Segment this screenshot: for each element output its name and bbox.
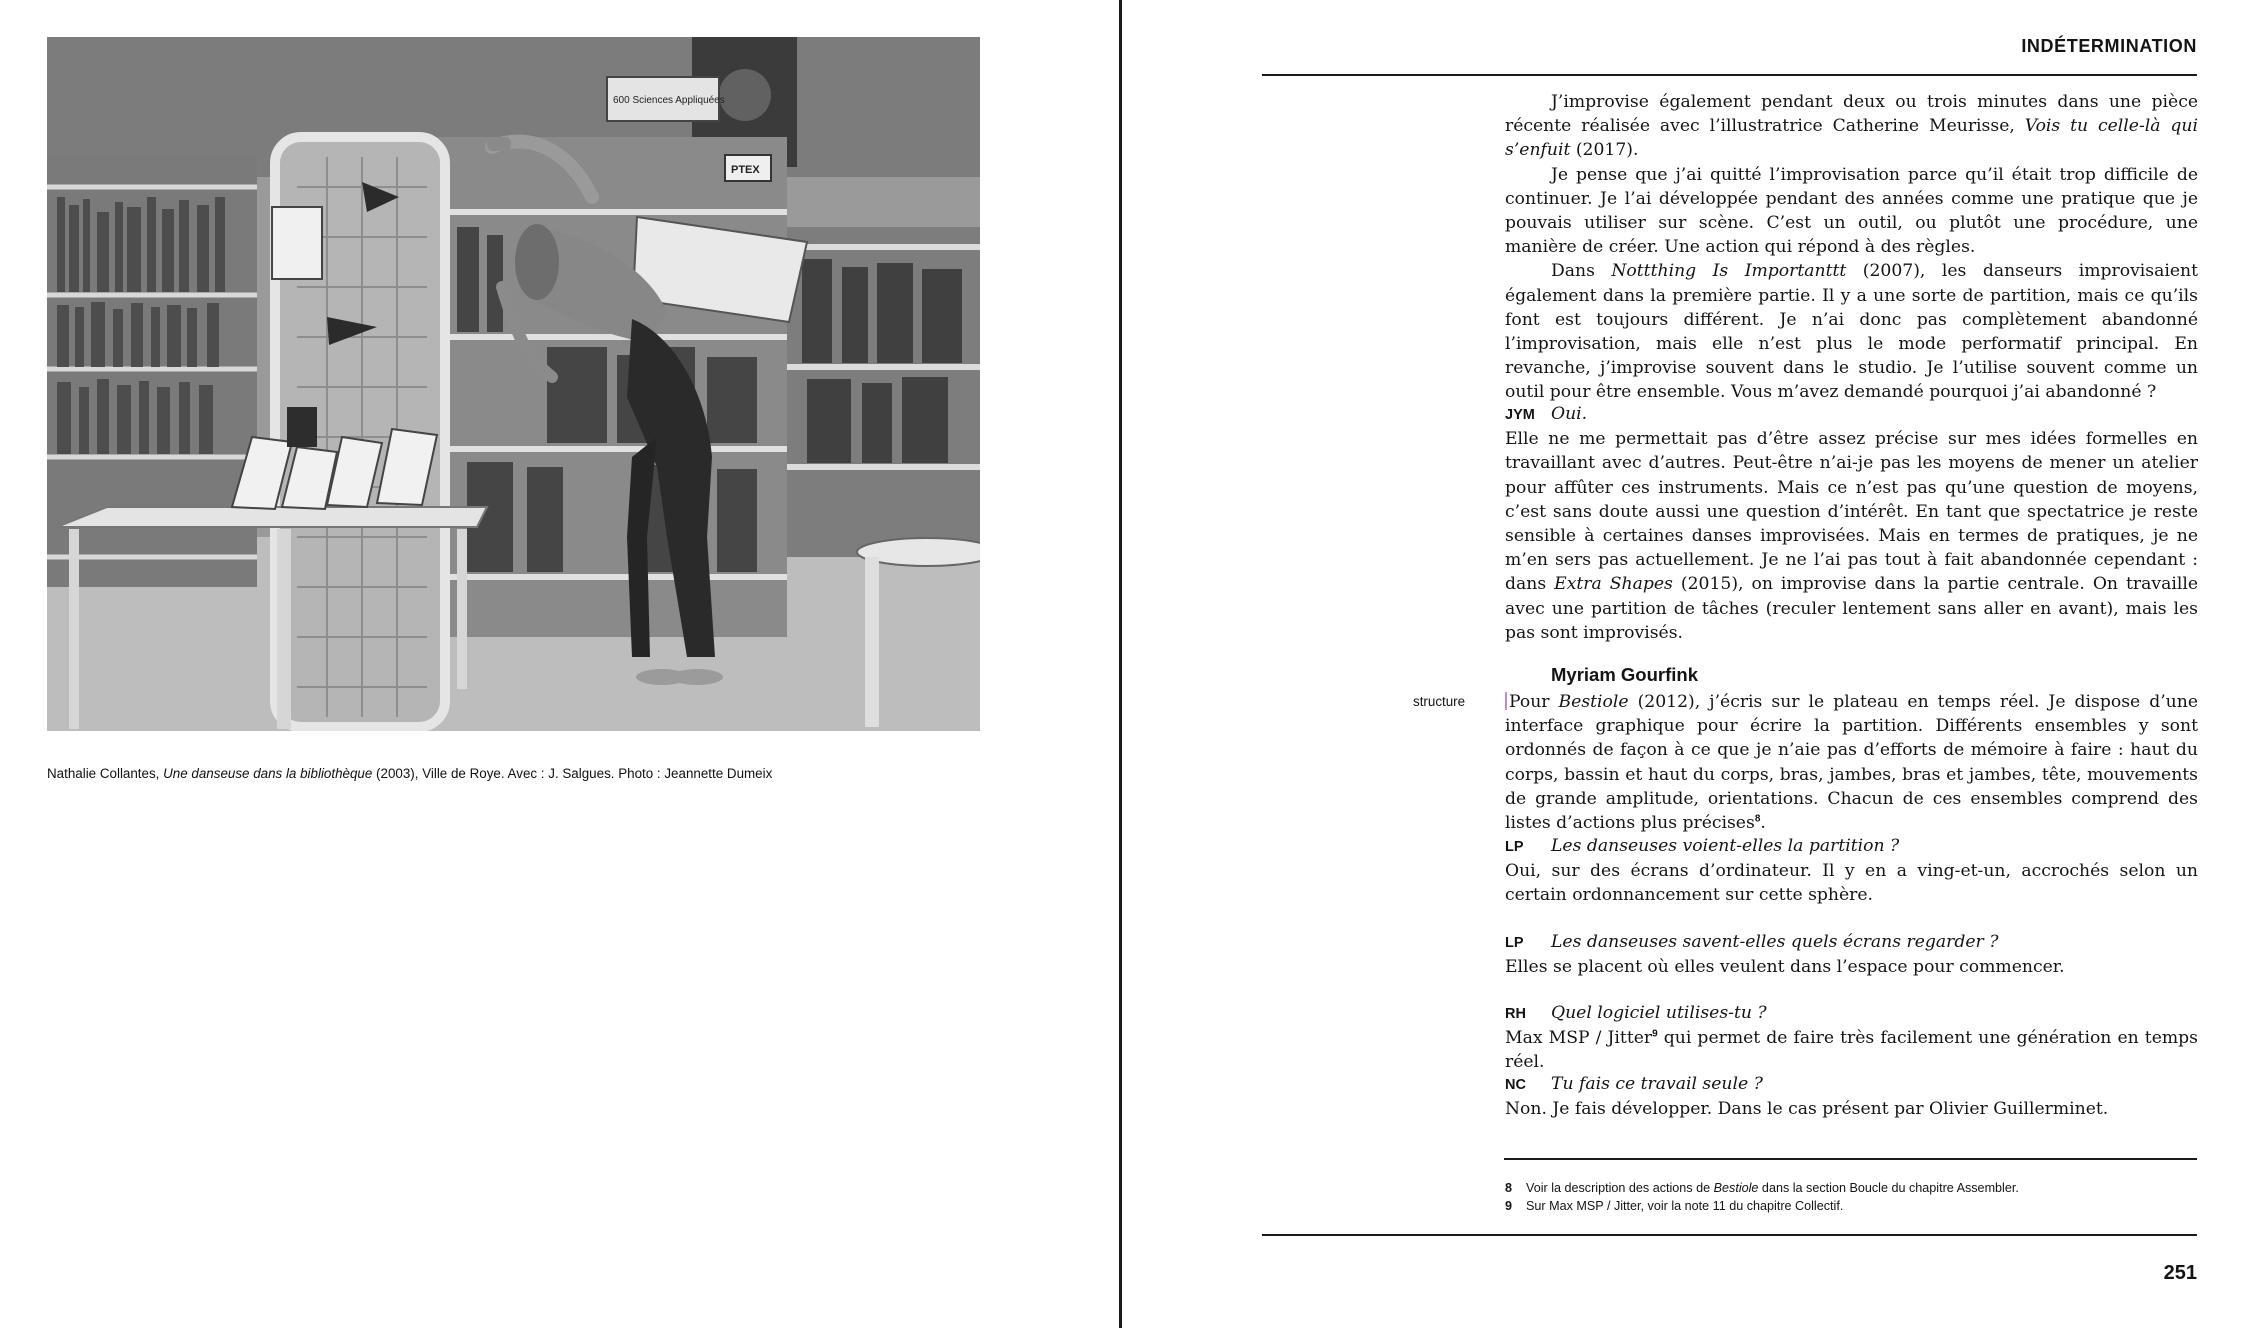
page-number: 251 bbox=[2163, 1262, 2197, 1284]
structure-paragraph: Pour Bestiole (2012), j’écris sur le plateau en temps réel. Je dispose d’une interface graphique pour écrire la partition. Différents ensembles y sont ordonnés de façon à ce que je n’aie pas d’efforts de mémoire à faire : haut du corps, bassin et haut du corps, bras, jambes, bras et jambes, tête, mouvements de grande amplitude, orientations. Chacun de ces ensembles comprend des listes d’actions plus précises$^8$. bbox=[1505, 692, 2198, 834]
note-ref-8: 8 bbox=[1754, 813, 1761, 825]
caption-credit-prefix: Nathalie Collantes, bbox=[47, 766, 164, 781]
qa-answer: Oui, sur des écrans d’ordinateur. Il y en a ving-et-un, accrochés selon un certain ordonnancement sur cette sphère. bbox=[1505, 861, 2198, 906]
library-dancer-photo bbox=[47, 37, 980, 731]
caption-work-title: Une danseuse dans la bibliothèque bbox=[163, 766, 373, 781]
note-ref-9: 9 bbox=[1652, 1028, 1658, 1040]
intro-paragraphs bbox=[1505, 90, 2198, 405]
paragraph-1: J’improvise également pendant deux ou trois minutes dans une pièce récente réalisée avec l’illustratrice Catherine Meurisse, Vois tu celle-là qui s’enfuit (2017). bbox=[1505, 92, 2198, 161]
speaker-label: LP bbox=[1505, 839, 1524, 855]
qa-item bbox=[1505, 834, 2198, 908]
qa-question: RH Quel logiciel utilises-tu ? bbox=[1505, 1001, 2198, 1026]
qa-answer: Non. Je fais développer. Dans le cas présent par Olivier Guillerminet. bbox=[1505, 1099, 2109, 1120]
sign-sciences: 600 Sciences Appliquées bbox=[613, 95, 725, 106]
speaker-label: LP bbox=[1505, 935, 1524, 951]
speaker-label: RH bbox=[1505, 1006, 1526, 1022]
running-head: INDÉTERMINATION bbox=[2021, 36, 2197, 56]
speaker-label-jym: JYM bbox=[1505, 407, 1535, 423]
margin-note: structure bbox=[1413, 694, 1466, 709]
speaker-heading: Myriam Gourfink bbox=[1551, 664, 1698, 685]
qa-item bbox=[1505, 1072, 2198, 1121]
paragraph-2: Je pense que j’ai quitté l’improvisation parce qu’il était trop difficile de continuer. Je l’ai développée pendant des années comme une pratique que je pouvais utiliser sur scène. C’est un outil, ou plutôt une procédure, une manière de créer. Une action qui répond à des règles. bbox=[1505, 164, 2198, 258]
photo-illustration bbox=[47, 37, 980, 731]
qa-question: LP Les danseuses voient-elles la partition ? bbox=[1505, 834, 2198, 859]
footnote-8: 8 Voir la description des actions de Bestiole dans la section Boucle du chapitre Assembler. bbox=[1505, 1181, 2019, 1195]
footer-rule bbox=[1262, 1234, 2197, 1236]
header-rule bbox=[1262, 74, 2197, 76]
photo-caption bbox=[47, 766, 987, 781]
jym-answer: Elle ne me permettait pas d’être assez précise sur mes idées formelles en travaillant avec d’autres. Peut-être n’ai-je pas les moyens de mener un atelier pour affûter ces instruments. Mais ce n’est pas qu’une question de moyens, c’est sans doute aussi une question d’intérêt. En tant que spectatrice je reste sensible à certaines danses improvisées. Mais en termes de pratiques, je ne m’en sers pas actuellement. Je ne l’ai pas tout à fait abandonnée cependant : dans Extra Shapes (2015), on improvise dans la partie centrale. On travaille avec une partition de tâches (reculer lentement sans aller en avant), mais les pas sont improvisés. bbox=[1505, 429, 2198, 643]
qa-answer: Max MSP / Jitter$^9$ qui permet de faire très facilement une génération en temps réel. bbox=[1505, 1028, 2198, 1073]
paragraph-3: Dans Nottthing Is Importanttt (2007), les danseurs improvisaient également dans la première partie. Il y a une sorte de partition, mais ce qu’ils font est toujours différent. Je n’ai donc pas complètement abandonné l’improvisation, mais elle n’est plus le mode performatif principal. En revanche, j’improvise souvent dans le studio. Je l’utilise souvent comme un outil pour être ensemble. Vous m’avez demandé pourquoi j’ai abandonné ? bbox=[1505, 261, 2198, 403]
caption-credit-suffix: (2003), Ville de Roye. Avec : J. Salgues. Photo : Jeannette Dumeix bbox=[372, 766, 773, 781]
qa-answer: Elles se placent où elles veulent dans l’espace pour commencer. bbox=[1505, 957, 2065, 978]
spread-gutter bbox=[1119, 0, 1122, 1328]
text-cursor-mark bbox=[1505, 692, 1507, 710]
footnotes bbox=[1505, 1179, 2198, 1215]
sign-ptex: PTEX bbox=[731, 164, 760, 176]
jym-exchange bbox=[1505, 402, 2198, 645]
qa-question: NC Tu fais ce travail seule ? bbox=[1505, 1072, 2198, 1097]
speaker-label: NC bbox=[1505, 1077, 1526, 1093]
footnote-9: 9 Sur Max MSP / Jitter, voir la note 11 du chapitre Collectif. bbox=[1505, 1199, 1844, 1213]
footnote-rule bbox=[1504, 1158, 2197, 1160]
jym-question: JYM Oui. bbox=[1505, 402, 2198, 427]
qa-item bbox=[1505, 930, 2198, 979]
qa-question: LP Les danseuses savent-elles quels écrans regarder ? bbox=[1505, 930, 2198, 955]
qa-item bbox=[1505, 1001, 2198, 1075]
